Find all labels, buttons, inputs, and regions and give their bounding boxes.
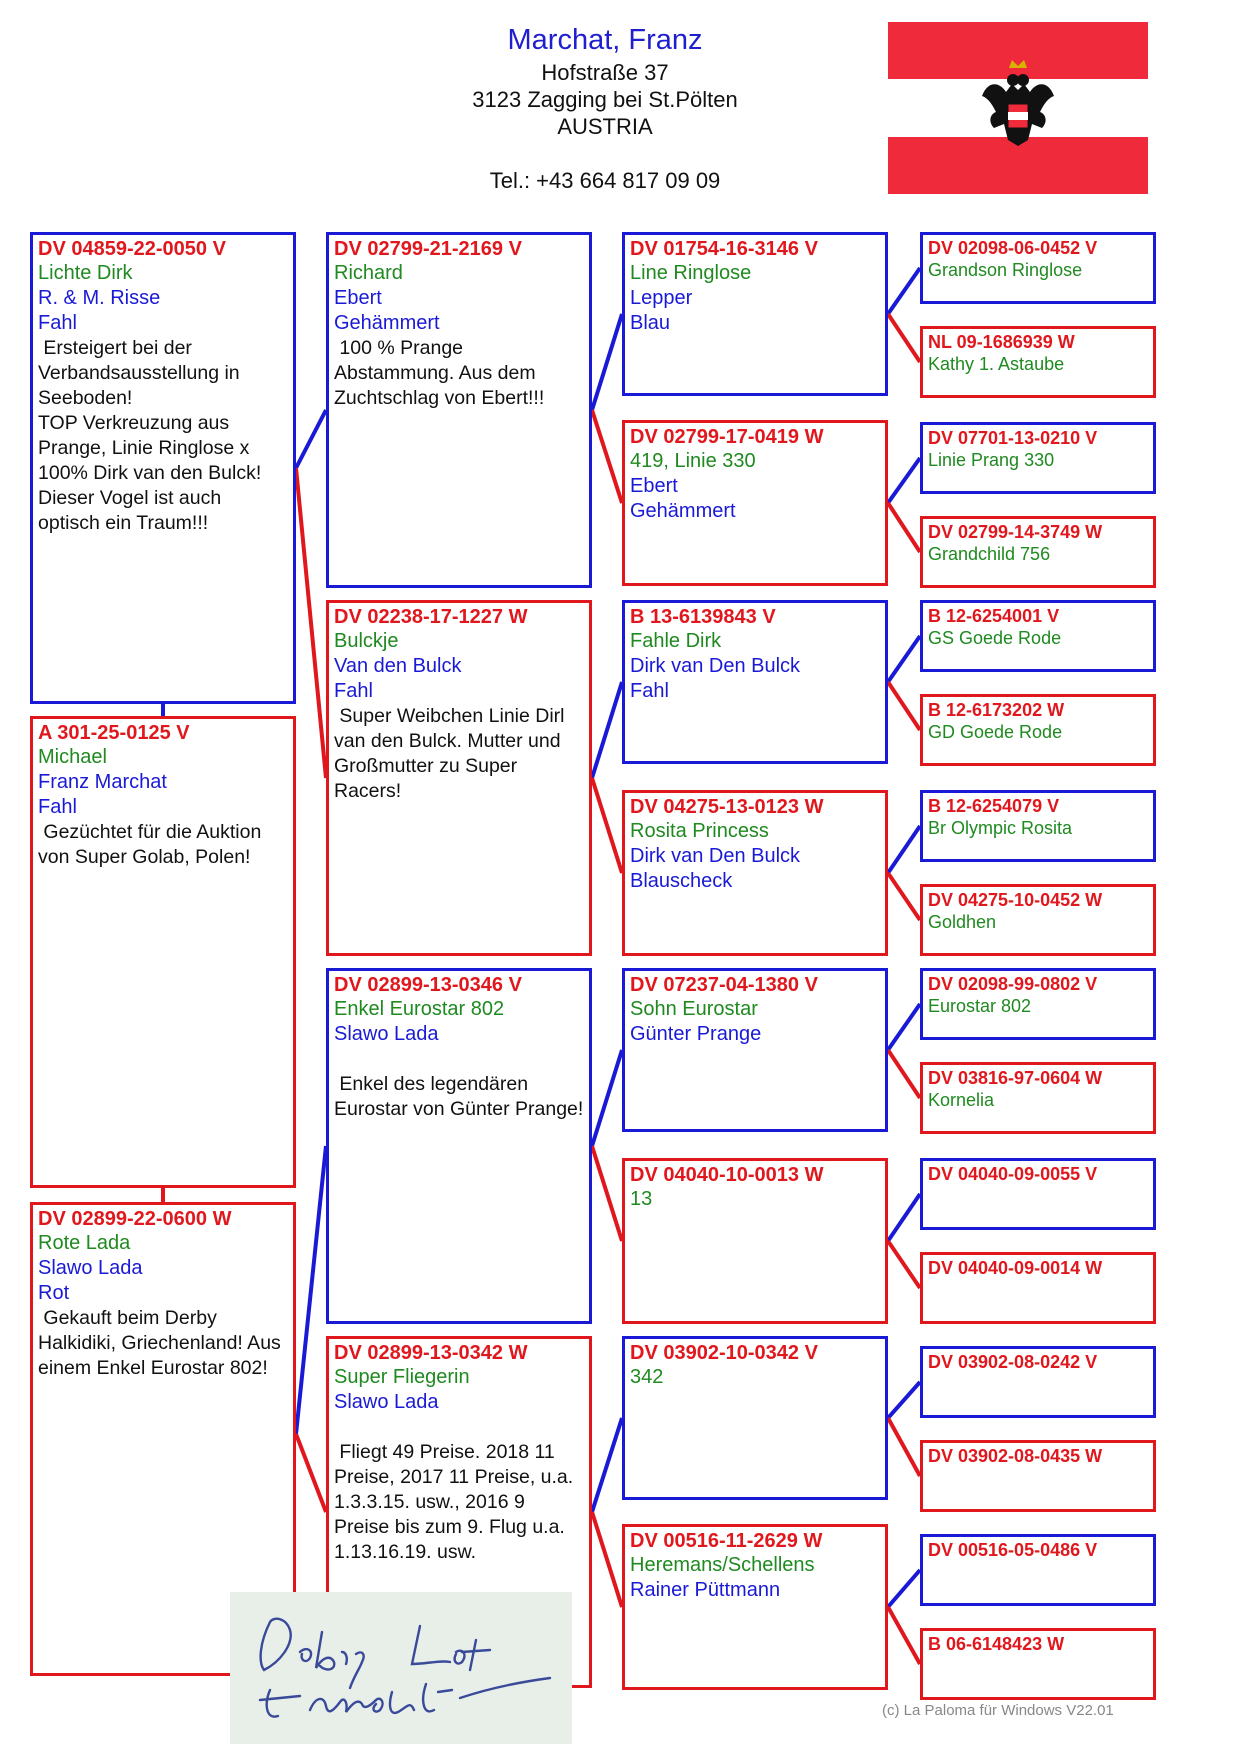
- ring-number: B 12-6254079 V: [928, 796, 1060, 816]
- color: Fahl: [334, 680, 373, 702]
- pigeon-name: Lichte Dirk: [38, 262, 133, 284]
- breeder: Slawo Lada: [38, 1257, 143, 1279]
- owner-city: 3123 Zagging bei St.Pölten: [472, 87, 738, 112]
- note: Super Weibchen Linie Dirl van den Bulck. Mutter und Großmutter zu Super Racers!: [334, 705, 565, 802]
- color: Fahl: [38, 796, 77, 818]
- pigeon-name: GS Goede Rode: [928, 628, 1062, 648]
- connector-line: [592, 1512, 622, 1607]
- connector-line: [888, 873, 920, 920]
- pigeon-name: Linie Prang 330: [928, 450, 1055, 470]
- pigeon-name: Bulckje: [334, 630, 399, 652]
- pigeon-name: Rosita Princess: [630, 820, 769, 842]
- connector-line: [888, 1194, 920, 1241]
- note: Fliegt 49 Preise. 2018 11 Preise, 2017 11 Preise, u.a. 1.3.3.15. usw., 2016 9 Preise bis zum 9. Flug u.a. 1.13.16.19. usw.: [334, 1441, 574, 1563]
- pigeon-name: Line Ringlose: [630, 262, 752, 284]
- ring-number: A 301-25-0125 V: [38, 722, 190, 744]
- ring-number: DV 03902-08-0242 V: [928, 1352, 1098, 1372]
- connector-line: [592, 314, 622, 410]
- note: 100 % Prange Abstammung. Aus dem Zuchtschlag von Ebert!!!: [334, 337, 545, 409]
- connector-line: [888, 1050, 920, 1098]
- pigeon-name: Br Olympic Rosita: [928, 818, 1073, 838]
- pigeon-name: Heremans/Schellens: [630, 1554, 815, 1576]
- ring-number: DV 02238-17-1227 W: [334, 606, 528, 628]
- owner-name: Marchat, Franz: [507, 24, 703, 56]
- breeder: Dirk van Den Bulck: [630, 655, 801, 677]
- color: Fahl: [630, 680, 669, 702]
- gen4-card[interactable]: [920, 326, 1156, 398]
- connector-line: [888, 1382, 920, 1418]
- connector-line: [592, 1146, 622, 1241]
- sire-card[interactable]: [30, 716, 296, 1188]
- gen4-card[interactable]: [920, 884, 1156, 956]
- ring-number: NL 09-1686939 W: [928, 332, 1075, 352]
- pigeon-name: GD Goede Rode: [928, 722, 1063, 742]
- pigeon-name: Rote Lada: [38, 1232, 131, 1254]
- ring-number: DV 03816-97-0604 W: [928, 1068, 1103, 1088]
- gen3-card[interactable]: [622, 1158, 888, 1324]
- connector-line: [888, 268, 920, 314]
- ring-number: DV 03902-10-0342 V: [630, 1342, 818, 1364]
- connector-line: [888, 1570, 920, 1607]
- connector-line: [296, 410, 326, 468]
- connector-line: [888, 503, 920, 552]
- breeder: Ebert: [630, 475, 678, 497]
- handwritten-signature: [230, 1592, 572, 1744]
- connector-line: [888, 1004, 920, 1050]
- pigeon-name: Eurostar 802: [928, 996, 1032, 1016]
- gen4-card[interactable]: [920, 600, 1156, 672]
- ring-number: DV 02799-14-3749 W: [928, 522, 1103, 542]
- color: Gehämmert: [334, 312, 440, 334]
- ring-number: DV 07237-04-1380 V: [630, 974, 818, 996]
- connector-line: [296, 468, 326, 778]
- pigeon-name: Fahle Dirk: [630, 630, 722, 652]
- connector-line: [592, 682, 622, 778]
- pigeon-name: Super Fliegerin: [334, 1366, 470, 1388]
- gen3-card[interactable]: [622, 968, 888, 1132]
- connector-line: [888, 314, 920, 362]
- ring-number: DV 04040-09-0014 W: [928, 1258, 1103, 1278]
- pigeon-name: Kornelia: [928, 1090, 995, 1110]
- gen4-card[interactable]: [920, 1158, 1156, 1230]
- breeder: R. & M. Risse: [38, 287, 161, 309]
- breeder: Slawo Lada: [334, 1023, 439, 1045]
- note: Gezüchtet für die Auktion von Super Golab, Polen!: [38, 821, 262, 868]
- ring-number: DV 04275-10-0452 W: [928, 890, 1103, 910]
- ring-number: DV 00516-05-0486 V: [928, 1540, 1098, 1560]
- gen3-card[interactable]: [622, 1336, 888, 1500]
- connector-line: [888, 682, 920, 730]
- ring-number: B 06-6148423 W: [928, 1634, 1065, 1654]
- note: Gekauft beim Derby Halkidiki, Griechenland! Aus einem Enkel Eurostar 802!: [38, 1307, 281, 1379]
- gen3-card[interactable]: [622, 790, 888, 956]
- ring-number: DV 07701-13-0210 V: [928, 428, 1098, 448]
- connector-line: [296, 1146, 326, 1434]
- color: Gehämmert: [630, 500, 736, 522]
- breeder: Van den Bulck: [334, 655, 462, 677]
- breeder: Ebert: [334, 287, 382, 309]
- gen3-card[interactable]: [622, 600, 888, 764]
- connector-line: [296, 1434, 326, 1512]
- ring-number: DV 01754-16-3146 V: [630, 238, 818, 260]
- breeder: Lepper: [630, 287, 693, 309]
- gen2-card[interactable]: [326, 600, 592, 956]
- connector-line: [592, 778, 622, 873]
- gen4-card[interactable]: [920, 968, 1156, 1040]
- gen4-card[interactable]: [920, 516, 1156, 588]
- owner-country: AUSTRIA: [557, 114, 653, 139]
- connector-line: [592, 1050, 622, 1146]
- signature-graphic: [230, 1592, 572, 1744]
- ring-number: DV 02098-06-0452 V: [928, 238, 1098, 258]
- ring-number: B 13-6139843 V: [630, 606, 776, 628]
- ring-number: DV 04040-09-0055 V: [928, 1164, 1098, 1184]
- pigeon-name: Grandchild 756: [928, 544, 1051, 564]
- pigeon-name: 419, Linie 330: [630, 450, 756, 472]
- gen4-card[interactable]: [920, 1440, 1156, 1512]
- ring-number: DV 04859-22-0050 V: [38, 238, 226, 260]
- pigeon-name: Kathy 1. Astaube: [928, 354, 1065, 374]
- gen4-card[interactable]: [920, 422, 1156, 494]
- color: Rot: [38, 1282, 70, 1304]
- pigeon-name: 342: [630, 1366, 664, 1388]
- color: Blauscheck: [630, 870, 733, 892]
- ring-number: DV 02899-13-0342 W: [334, 1342, 528, 1364]
- ring-number: DV 02799-21-2169 V: [334, 238, 522, 260]
- gen4-card[interactable]: [920, 1252, 1156, 1324]
- gen4-card[interactable]: [920, 1628, 1156, 1700]
- pigeon-card[interactable]: [30, 232, 296, 704]
- connector-line: [888, 1607, 920, 1664]
- gen4-card[interactable]: [920, 1534, 1156, 1606]
- ring-number: DV 04275-13-0123 W: [630, 796, 824, 818]
- connector-line: [888, 1418, 920, 1476]
- gen2-card[interactable]: [326, 968, 592, 1324]
- owner-street: Hofstraße 37: [541, 60, 669, 85]
- gen3-card[interactable]: [622, 420, 888, 586]
- ring-number: B 12-6173202 W: [928, 700, 1065, 720]
- connector-line: [592, 1418, 622, 1512]
- ring-number: DV 02899-13-0346 V: [334, 974, 522, 996]
- breeder: Dirk van Den Bulck: [630, 845, 801, 867]
- connector-line: [888, 636, 920, 682]
- color: Fahl: [38, 312, 77, 334]
- connector-line: [888, 458, 920, 503]
- gen3-card[interactable]: [622, 1524, 888, 1690]
- ring-number: DV 04040-10-0013 W: [630, 1164, 824, 1186]
- note: Ersteigert bei der Verbandsausstellung in Seeboden! TOP Verkreuzung aus Prange, Linie Ringlose x 100% Dirk van den Bulck! Dieser Vogel ist auch optisch ein Traum!!!: [38, 337, 262, 534]
- ring-number: DV 02799-17-0419 W: [630, 426, 824, 448]
- pigeon-name: Richard: [334, 262, 403, 284]
- ring-number: DV 02899-22-0600 W: [38, 1208, 232, 1230]
- note: Enkel des legendären Eurostar von Günter Prange!: [334, 1073, 584, 1120]
- gen4-card[interactable]: [920, 232, 1156, 304]
- gen4-card[interactable]: [920, 1062, 1156, 1134]
- connector-line: [888, 1241, 920, 1288]
- gen4-card[interactable]: [920, 694, 1156, 766]
- pigeon-name: Grandson Ringlose: [928, 260, 1083, 280]
- color: Blau: [630, 312, 671, 334]
- gen3-card[interactable]: [622, 232, 888, 396]
- color: [334, 1047, 584, 1072]
- gen4-card[interactable]: [920, 790, 1156, 862]
- pigeon-name: Michael: [38, 746, 107, 768]
- breeder: Günter Prange: [630, 1023, 762, 1045]
- ring-number: DV 03902-08-0435 W: [928, 1446, 1103, 1466]
- ring-number: DV 02098-99-0802 V: [928, 974, 1098, 994]
- breeder: Rainer Püttmann: [630, 1579, 781, 1601]
- connector-line: [592, 410, 622, 503]
- connector-line: [888, 826, 920, 873]
- pigeon-name: 13: [630, 1188, 653, 1210]
- software-credit: (c) La Paloma für Windows V22.01: [882, 1702, 1114, 1719]
- pigeon-name: Enkel Eurostar 802: [334, 998, 505, 1020]
- ring-number: B 12-6254001 V: [928, 606, 1060, 626]
- owner-phone: Tel.: +43 664 817 09 09: [489, 168, 721, 193]
- gen4-card[interactable]: [920, 1346, 1156, 1418]
- pigeon-name: Sohn Eurostar: [630, 998, 758, 1020]
- pigeon-name: Goldhen: [928, 912, 997, 932]
- breeder: Slawo Lada: [334, 1391, 439, 1413]
- gen2-card[interactable]: [326, 232, 592, 588]
- breeder: Franz Marchat: [38, 771, 167, 793]
- color: [334, 1415, 584, 1440]
- ring-number: DV 00516-11-2629 W: [630, 1530, 823, 1552]
